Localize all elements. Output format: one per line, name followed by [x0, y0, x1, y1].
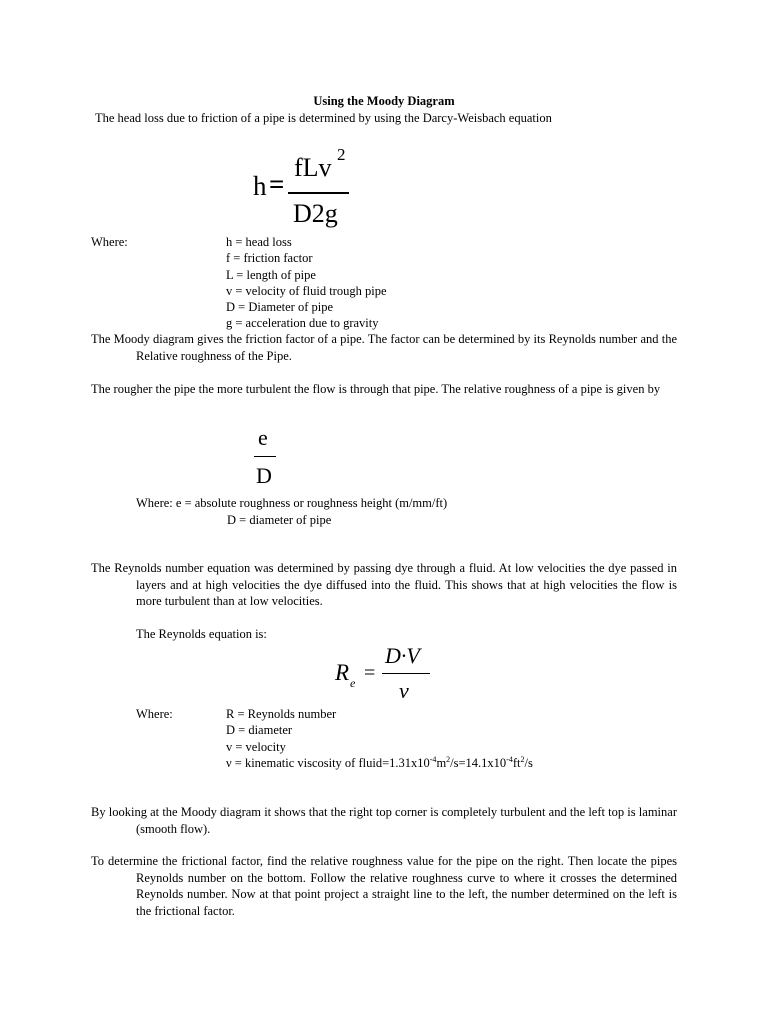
reynolds-lhs: R [335, 660, 350, 685]
reynolds-equals: = [364, 662, 376, 684]
equation-denominator: D2g [293, 199, 338, 228]
definition-item: g = acceleration due to gravity [226, 316, 379, 331]
equation-lhs: h [253, 171, 267, 201]
paragraph-moody-regions: By looking at the Moody diagram it shows that the right top corner is completely turbulent and the left top is laminar (smooth flow). [91, 805, 677, 836]
paragraph-roughness: The rougher the pipe the more turbulent the flow is through that pipe. The relative roughness of a pipe is given by [91, 382, 661, 396]
fraction-denominator: D [256, 463, 272, 488]
equation-numerator: fLv [294, 153, 332, 182]
definition-item: D = diameter [226, 723, 293, 738]
definition-item: D = Diameter of pipe [226, 300, 334, 315]
where-label: Where: [91, 235, 128, 249]
viscosity-definition: ν = kinematic viscosity of $fluid=1.31x10^{-4}m^2/s=14.1x10^{-4}ft^2/s$ [226, 754, 533, 770]
fraction-bar [254, 456, 276, 457]
fraction-bar [288, 192, 349, 194]
roughness-where-line-2: D = diameter of pipe [227, 513, 332, 527]
reynolds-definitions-list [226, 706, 533, 771]
paragraph-procedure: To determine the frictional factor, find the relative roughness value for the pipe on the right. Then locate the pipes Reynolds number on the bottom. Follow the relative roughness curve to where it crosses the determined Reynolds number. Now at that point project a straight line to the left, the number determined on the left is the frictional factor. [91, 854, 677, 918]
roughness-where-line-1: Where: e = absolute roughness or roughness height (m/mm/ft) [136, 496, 448, 510]
definitions-list [226, 234, 387, 332]
definition-item: v = velocity [226, 739, 286, 754]
definition-item: L = length of pipe [226, 267, 316, 282]
definition-item: h = head loss [226, 235, 292, 249]
reynolds-intro: The Reynolds equation is: [136, 627, 267, 641]
definition-item: f = friction factor [226, 251, 313, 266]
document-title: Using the Moody Diagram [313, 94, 455, 108]
where-label: Where: [136, 707, 173, 721]
equation-exponent: 2 [337, 145, 346, 164]
paragraph-moody: The Moody diagram gives the friction factor of a pipe. The factor can be determined by its Reynolds number and the Relative roughness of the Pipe. [91, 332, 677, 363]
paragraph-reynolds-dye: The Reynolds number equation was determined by passing dye through a fluid. At low velocities the dye passed in layers and at high velocities the dye diffused into the fluid. This shows that at high velocities the flow is more turbulent than at low velocities. [91, 561, 677, 608]
equation-equals: = [269, 169, 285, 199]
fraction-numerator: e [258, 425, 268, 450]
definition-item: v = velocity of fluid trough pipe [226, 283, 387, 298]
definition-item: R = Reynolds number [226, 707, 337, 721]
intro-text: The head loss due to friction of a pipe is determined by using the Darcy-Weisbach equation [95, 111, 552, 125]
reynolds-denominator: ν [399, 678, 409, 703]
reynolds-numerator: D·V [385, 643, 420, 668]
reynolds-lhs-subscript: e [350, 676, 356, 690]
fraction-bar [382, 673, 430, 674]
